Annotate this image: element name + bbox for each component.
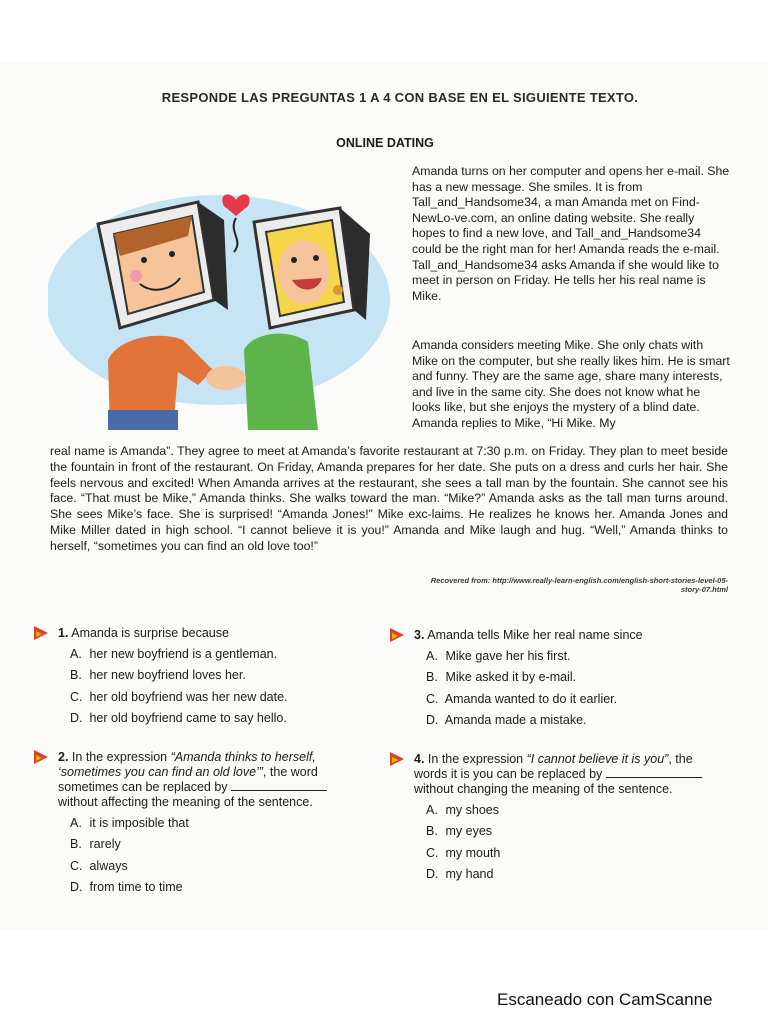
arrow-bullet-icon [34,750,48,764]
option-b[interactable]: B. her new boyfriend loves her. [70,668,246,683]
couple-illustration [48,160,398,430]
question-number: 2. [58,750,69,764]
option-d[interactable]: D. from time to time [70,879,183,894]
option-b[interactable]: B. rarely [70,837,121,852]
arrow-bullet-icon [34,626,48,640]
option-a[interactable]: A. my shoes [426,803,499,817]
question-number: 1. [58,626,69,640]
option-d[interactable]: D. Amanda made a mistake. [426,712,587,727]
option-d[interactable]: D. my hand [426,866,494,881]
answer-blank[interactable] [231,780,327,791]
question-stem: Amanda tells Mike her real name since [427,628,643,642]
instruction-heading: RESPONDE LAS PREGUNTAS 1 A 4 CON BASE EN EL SIGUIENTE TEXTO. [161,90,639,105]
option-c[interactable]: C. always [70,858,128,873]
question-number: 3. [414,628,425,642]
option-a[interactable]: A. her new boyfriend is a gentleman. [70,647,278,661]
scanner-watermark: Escaneado con CamScanne [497,990,713,1009]
story-paragraph-1: Amanda turns on her computer and opens her e-mail. She has a new message. She smiles. It is from Tall_and_Handsome34, a man Amanda met on Find-NewLo-ve.com, an online dating website. She really hopes to find a new love, and Tall_and_Handsome34 could be the right man for her! Amanda reads the e-mail. Tall_and_Handsome34 asks Amanda if she would like to meet in person on Friday. He tells her his real name is Mike. [412,164,730,303]
question-number: 4. [414,752,425,766]
quoted-expression: “Amanda thinks to herself, ‘sometimes you can find an old love’” [58,750,316,779]
question-3 [386,628,726,734]
option-d[interactable]: D. her old boyfriend came to say hello. [70,710,287,725]
option-c[interactable]: C. her old boyfriend was her new date. [70,689,288,704]
question-4: 4. In the expression “I cannot believe it is you”, the words it is you can be replaced by without changing the meaning of the sentence. A. my shoes B. my eyes C. my mouth D. my hand [386,752,726,888]
arrow-bullet-icon [390,628,404,642]
answer-blank[interactable] [606,767,702,778]
story-paragraph-3: real name is Amanda”. They agree to meet at Amanda’s favorite restaurant at 7:30 p.m. on Friday. They plan to meet beside the fountain in front of the restaurant. On Friday, Amanda prepares for her date. She puts on a dress and curls her hair. She feels nervous and excited! When Amanda arrives at the restaurant, she sees a tall man by the fountain. She cannot see his face. “That must be Mike,” Amanda thinks. She walks toward the man. “Mike?” Amanda asks as the tall man turns around. She sees Mike’s face. She is surprised! “Amanda Jones!” Mike exc-laims. He realizes he knows her. Amanda Jones and Mike Miller dated in high school. “I cannot believe it is you!” Amanda and Mike laugh and hug. “Well,” Amanda thinks to herself, “sometimes you can find an old love too!” [50,444,728,553]
arrow-bullet-icon [390,752,404,766]
source-credit: Recovered from: http://www.really-learn-english.com/english-short-stories-level-05-story-07.html [430,576,728,594]
question-1 [30,626,370,732]
option-b[interactable]: B. my eyes [426,824,493,839]
option-c[interactable]: C. my mouth [426,845,501,860]
question-2: 2. In the expression “Amanda thinks to herself, ‘sometimes you can find an old love’”, the word sometimes can be replaced by without affecting the meaning of the sentence. A. it is imposible that B. rarely C. always D. from time to time [30,750,370,901]
option-a[interactable]: A. Mike gave her his first. [426,649,571,663]
story-title: ONLINE DATING [336,136,434,150]
quoted-expression: “I cannot believe it is you” [526,752,669,766]
question-stem: Amanda is surprise because [71,626,229,640]
story-paragraph-2: Amanda considers meeting Mike. She only chats with Mike on the computer, but she really likes him. He is smart and funny. They are the same age, share many interests, and live in the same city. She does not know what he looks like, but she enjoys the mystery of a blind date. Amanda replies to Mike, “Hi Mike. My [412,338,730,430]
option-c[interactable]: C. Amanda wanted to do it earlier. [426,691,618,706]
option-a[interactable]: A. it is imposible that [70,816,189,830]
option-b[interactable]: B. Mike asked it by e-mail. [426,670,577,685]
